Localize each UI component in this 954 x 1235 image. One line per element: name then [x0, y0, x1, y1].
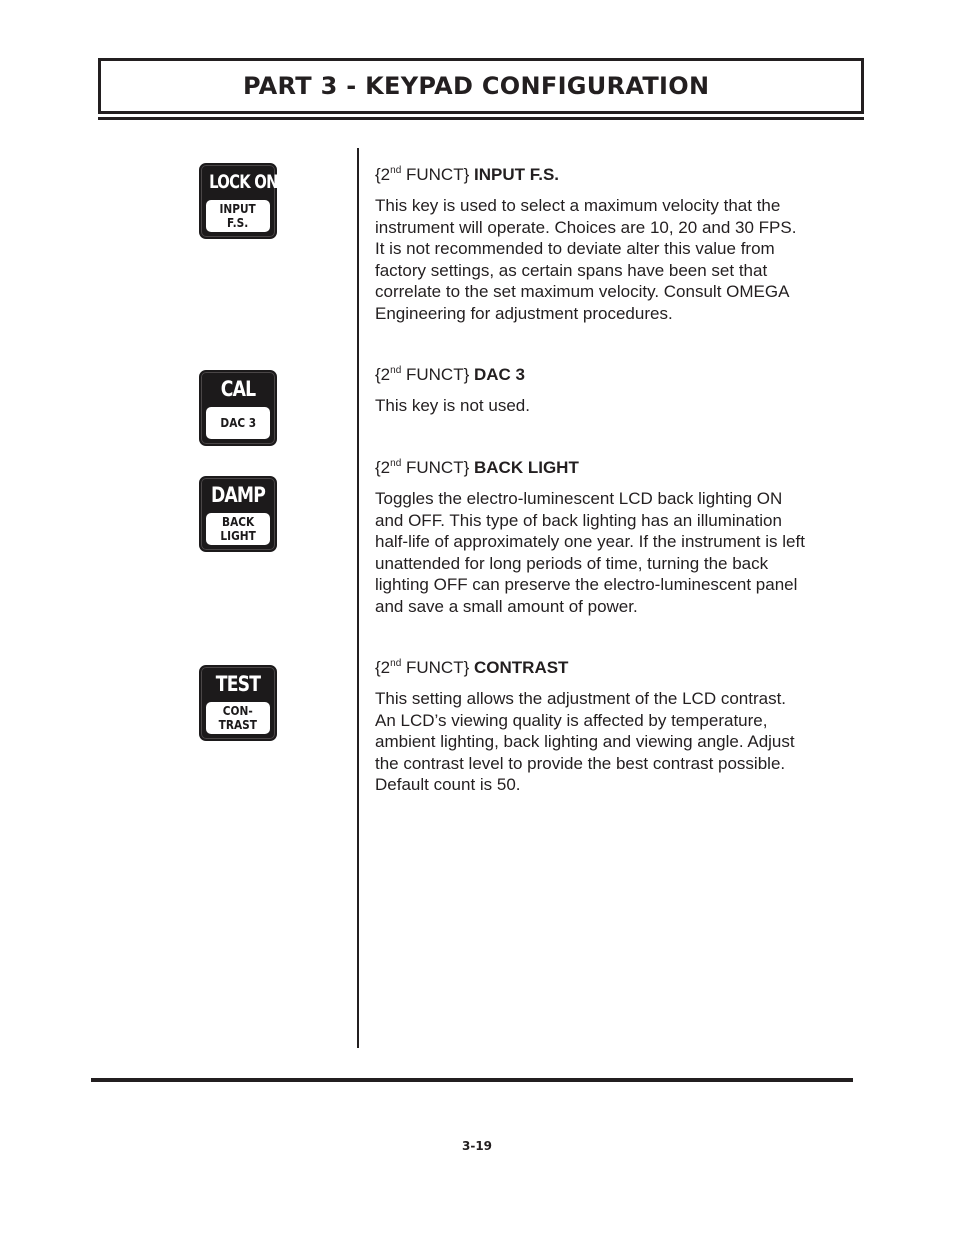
- entry-description: This setting allows the adjustment of the LCD contrast. An LCD’s viewing quality is affected by temperature, ambient lighting, back lighting and viewing angle. Adjust the contrast level to provide the best contrast possible. Default count is 50.: [375, 689, 795, 795]
- entry-dac-3: [375, 365, 859, 417]
- key-sub-label: CON- TRAST: [206, 702, 270, 734]
- key-main-label: LOCK ON: [209, 171, 278, 193]
- entry-description: This key is not used.: [375, 396, 530, 415]
- header-rule: [98, 117, 864, 120]
- key-main-label: CAL: [220, 377, 256, 401]
- page-number: 3-19: [461, 1139, 493, 1153]
- function-name: CONTRAST: [474, 658, 569, 677]
- key-main-label: DAMP: [210, 483, 266, 507]
- lock-on-key-icon: [199, 163, 277, 239]
- footer-rule: [91, 1078, 853, 1082]
- test-key-icon: [199, 665, 277, 741]
- section-header-box: [98, 58, 864, 114]
- entry-description: This key is used to select a maximum velocity that the instrument will operate. Choices are 10, 20 and 30 FPS. It is not recommended to deviate alter this value from factory settings, as certain spans have been set that correlate to the set maximum velocity. Consult OMEGA Engineering for adjustment procedures.: [375, 196, 797, 323]
- damp-key-icon: [199, 476, 277, 552]
- column-divider: [357, 148, 359, 1048]
- function-name: BACK LIGHT: [474, 458, 579, 477]
- entry-heading: {2nd FUNCT} CONTRAST: [375, 658, 569, 677]
- entry-contrast: [375, 658, 859, 796]
- entry-heading: {2nd FUNCT} BACK LIGHT: [375, 458, 579, 477]
- key-sub-label: INPUT F.S.: [206, 200, 270, 232]
- entry-input-fs: [375, 165, 859, 325]
- function-name: INPUT F.S.: [474, 165, 560, 184]
- entry-description: Toggles the electro-luminescent LCD back lighting ON and OFF. This type of back lighting has an illumination half-life of approximately one year. If the instrument is left unattended for long periods of time, turning the back lighting OFF can preserve the electro-luminescent panel and save a small amount of power.: [375, 489, 805, 616]
- key-main-label: TEST: [215, 672, 261, 696]
- entry-back-light: [375, 458, 859, 618]
- entry-heading: {2nd FUNCT} INPUT F.S.: [375, 165, 560, 184]
- section-title: PART 3 - KEYPAD CONFIGURATION: [243, 72, 710, 100]
- cal-key-icon: [199, 370, 277, 446]
- function-name: DAC 3: [474, 365, 526, 384]
- key-sub-label: BACK LIGHT: [206, 513, 270, 545]
- key-sub-label: DAC 3: [206, 407, 270, 439]
- entry-heading: {2nd FUNCT} DAC 3: [375, 365, 526, 384]
